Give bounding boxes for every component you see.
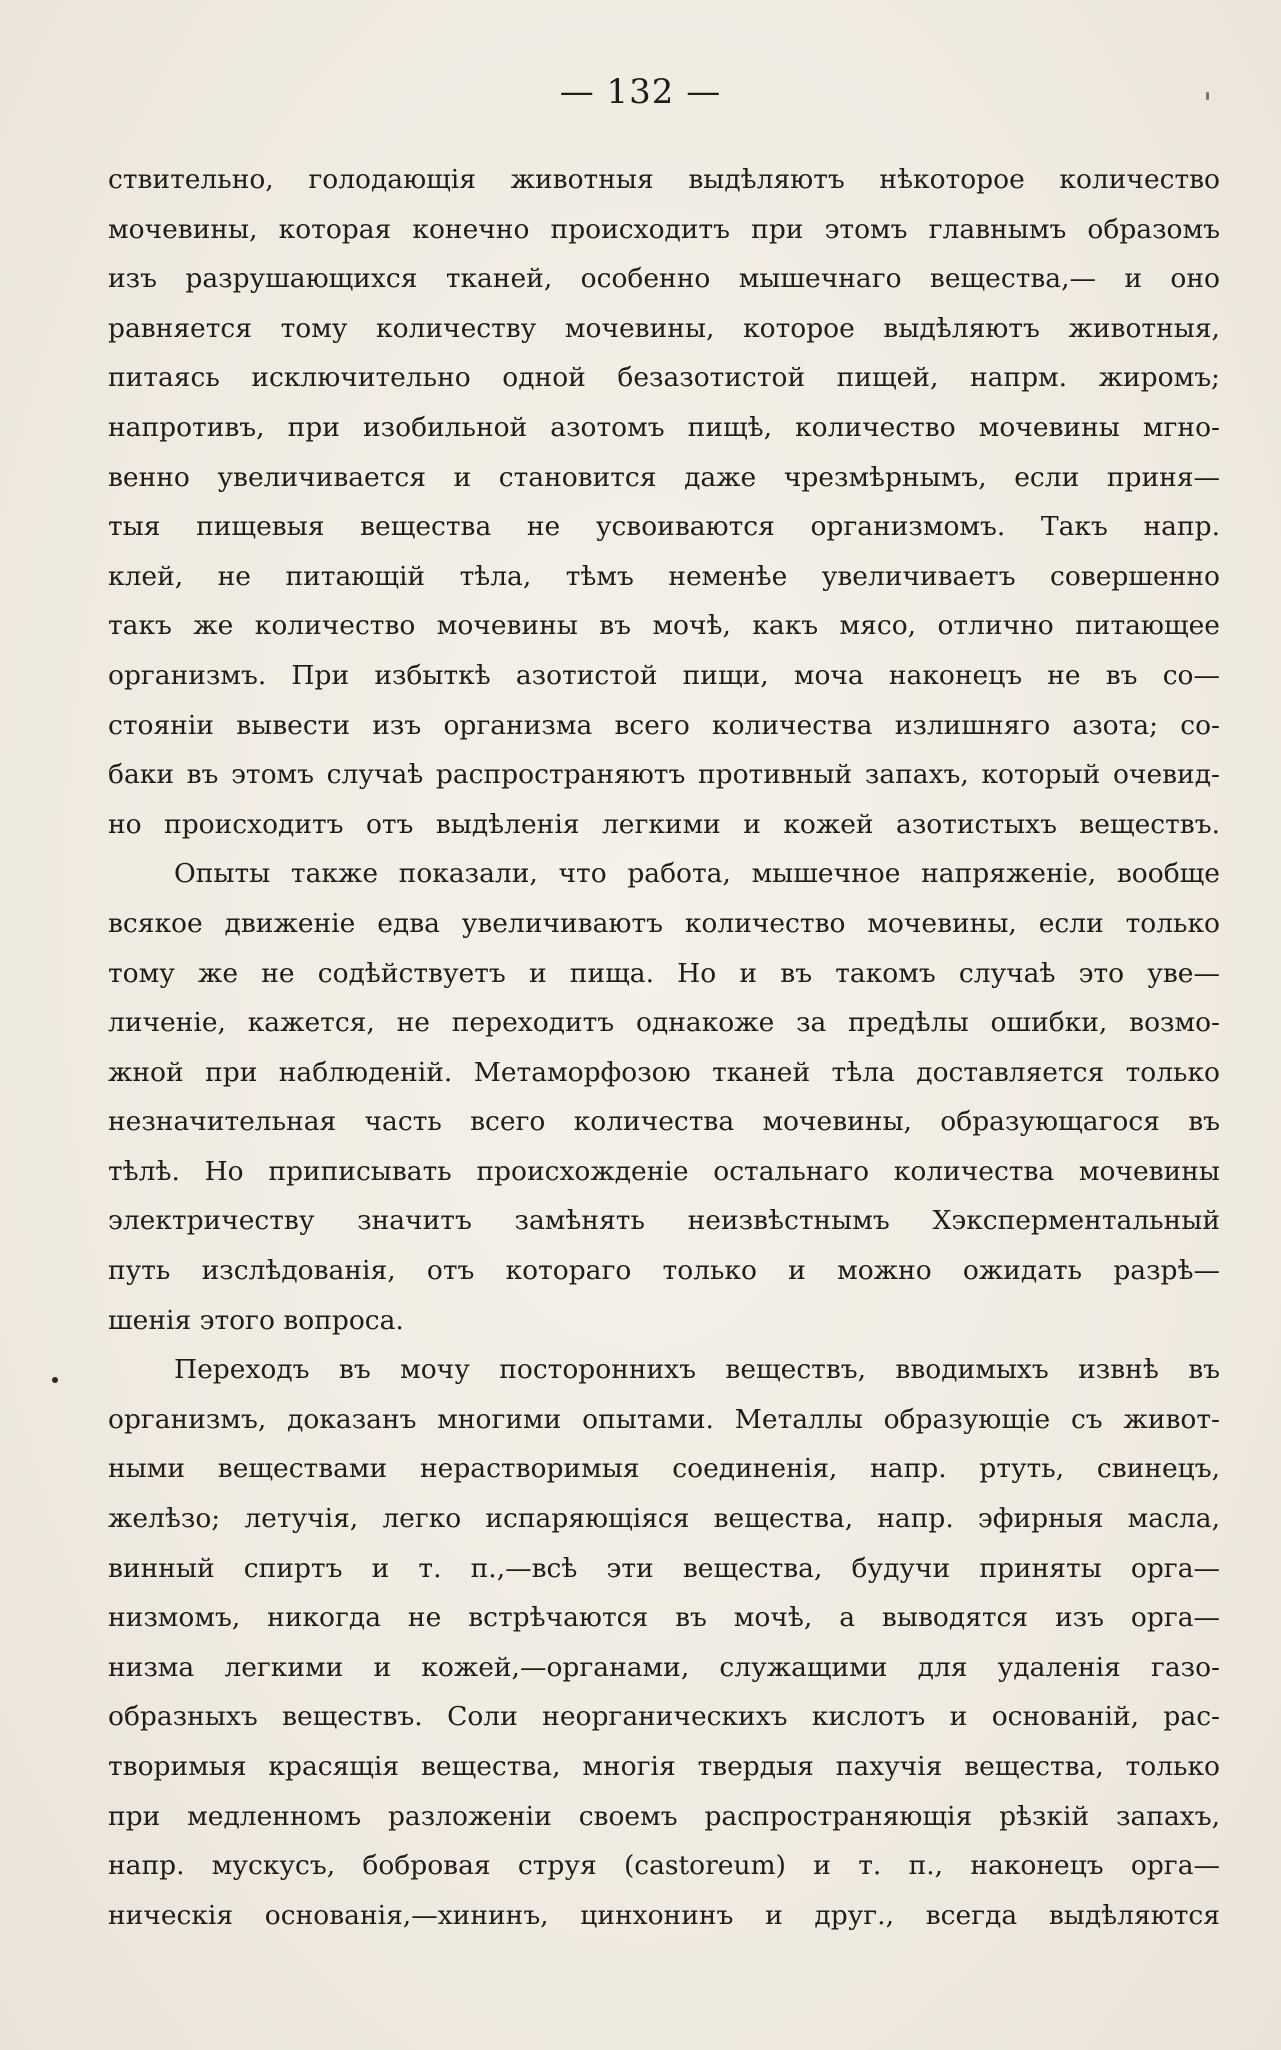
text-line: низма легкими и кожей,—органами, служащими для удаленія газо- <box>108 1651 1220 1683</box>
text-line: путь изслѣдованія, отъ котораго только и можно ожидать разрѣ— <box>108 1255 1220 1287</box>
text-line: венно увеличивается и становится даже чрезмѣрнымъ, если приня— <box>108 461 1220 493</box>
text-line: клей, не питающій тѣла, тѣмъ неменѣе увеличиваетъ совершенно <box>108 560 1220 592</box>
text-line: питаясь исключительно одной безазотистой пищей, напрм. жиромъ; <box>108 362 1220 394</box>
text-line: всякое движеніе едва увеличиваютъ количество мочевины, если только <box>108 907 1220 939</box>
text-line: стояніи вывести изъ организма всего количества излишняго азота; со- <box>108 709 1220 741</box>
text-line: ными веществами нерастворимыя соединенія, напр. ртуть, свинецъ, <box>108 1453 1220 1485</box>
text-line: равняется тому количеству мочевины, которое выдѣляютъ животныя, <box>108 312 1220 344</box>
ink-speck <box>1206 92 1209 100</box>
text-line: мочевины, которая конечно происходитъ при этомъ главнымъ образомъ <box>108 213 1220 245</box>
text-line: Переходъ въ мочу постороннихъ веществъ, вводимыхъ извнѣ въ <box>174 1354 1220 1386</box>
text-line: при медленномъ разложеніи своемъ распространяющія рѣзкій запахъ, <box>108 1800 1220 1832</box>
text-line: жной при наблюденій. Метаморфозою тканей тѣла доставляется только <box>108 1056 1220 1088</box>
text-line: образныхъ веществъ. Соли неорганическихъ кислотъ и основаній, рас- <box>108 1701 1220 1733</box>
text-line: электричеству значитъ замѣнять неизвѣстнымъ Хэксперментальный <box>108 1205 1220 1237</box>
text-line: организмъ. При избыткѣ азотистой пищи, моча наконецъ не въ со— <box>108 659 1220 691</box>
text-line: напр. мускусъ, бобровая струя (castoreum) и т. п., наконецъ орга— <box>108 1850 1220 1882</box>
text-line: изъ разрушающихся тканей, особенно мышечнаго вещества,— и оно <box>108 263 1220 295</box>
paragraph-1 <box>108 155 1220 849</box>
text-line: такъ же количество мочевины въ мочѣ, какъ мясо, отлично питающее <box>108 610 1220 642</box>
text-line: напротивъ, при изобильной азотомъ пищѣ, количество мочевины мгно- <box>108 411 1220 443</box>
text-line: тѣлѣ. Но приписывать происхожденіе остальнаго количества мочевины <box>108 1155 1220 1187</box>
text-line: тыя пищевыя вещества не усвоиваются организмомъ. Такъ напр. <box>108 511 1220 543</box>
paragraph-2 <box>108 849 1220 1345</box>
text-line: ническія основанія,—хининъ, цинхонинъ и друг., всегда выдѣляются <box>108 1899 1220 1931</box>
text-line: организмъ, доказанъ многими опытами. Металлы образующіе съ живот- <box>108 1403 1220 1435</box>
text-line: винный спиртъ и т. п.,—всѣ эти вещества, будучи приняты орга— <box>108 1552 1220 1584</box>
text-line: личеніе, кажется, не переходитъ однакоже за предѣлы ошибки, возмо- <box>108 1007 1220 1039</box>
page-number: — 132 — <box>559 72 722 112</box>
text-line: шенія этого вопроса. <box>108 1304 404 1336</box>
body-text <box>108 155 1220 1940</box>
text-line: низмомъ, никогда не встрѣчаются въ мочѣ, а выводятся изъ орга— <box>108 1602 1220 1634</box>
text-line: ствительно, голодающія животныя выдѣляютъ нѣкоторое количество <box>108 164 1220 195</box>
text-line: желѣзо; летучія, легко испаряющіяся вещества, напр. эфирныя масла, <box>108 1503 1220 1535</box>
text-line: но происходитъ отъ выдѣленія легкими и кожей азотистыхъ веществъ. <box>108 808 1220 840</box>
text-line: незначительная часть всего количества мочевины, образующагося въ <box>108 1106 1220 1138</box>
text-line: тому же не содѣйствуетъ и пища. Но и въ такомъ случаѣ это уве— <box>108 957 1220 989</box>
text-line: баки въ этомъ случаѣ распространяютъ противный запахъ, который очевид- <box>108 759 1220 791</box>
ink-speck <box>52 1377 58 1383</box>
text-line: Опыты также показали, что работа, мышечное напряженіе, вообще <box>174 858 1220 890</box>
text-line: творимыя красящія вещества, многія твердыя пахучія вещества, только <box>108 1751 1220 1782</box>
paragraph-3 <box>108 1345 1220 1940</box>
